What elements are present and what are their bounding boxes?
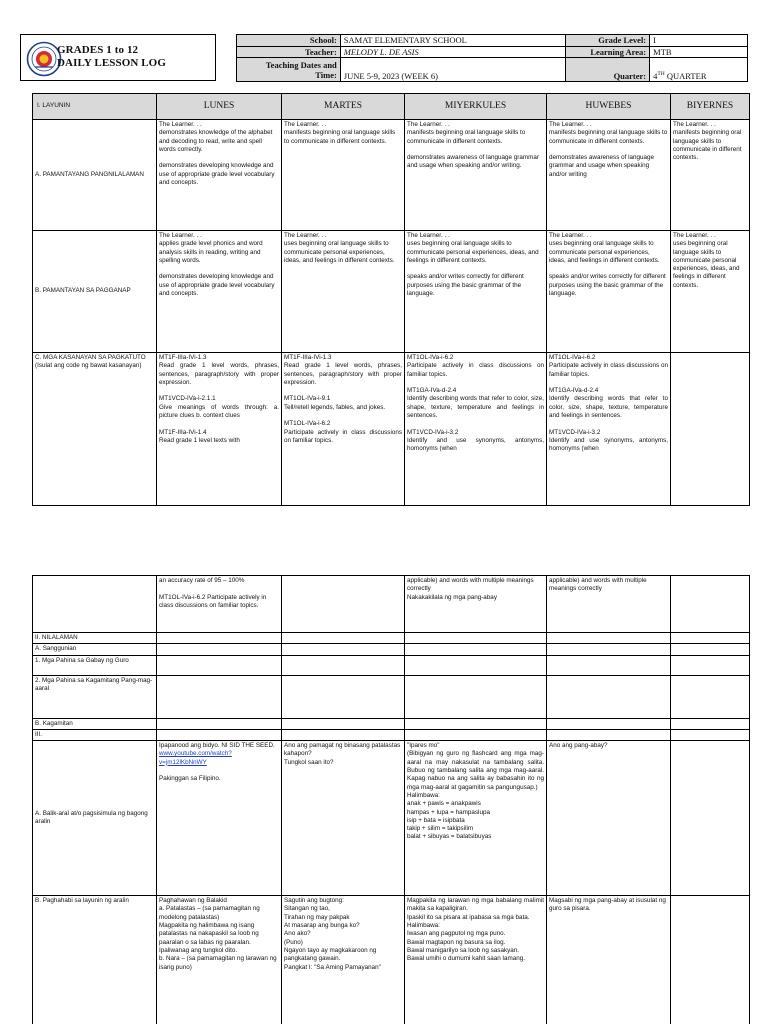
row-label: B. PAMANTAYAN SA PAGGANAP — [33, 231, 157, 353]
cell-martes: The Learner. . . uses beginning oral language skills to communicate personal experiences, ideas, and feelings in different contexts. — [282, 231, 405, 353]
dates-label — [237, 58, 341, 81]
row-label: III. — [33, 729, 157, 740]
teacher-value: MELODY L. DE ASIS — [340, 46, 565, 58]
area-label: Learning Area: — [566, 46, 650, 58]
cell-empty — [405, 675, 547, 718]
row-iii — [33, 729, 750, 740]
cell-empty — [157, 718, 282, 729]
cell-empty — [671, 633, 750, 644]
col-header-huwebes: HUWEBES — [547, 94, 671, 120]
row-pamantayang-pangnilalaman — [33, 120, 750, 231]
balik-lunes-text: Ipapanood ang bidyo. NI SID THE SEED. — [159, 742, 275, 750]
row-label: A. PAMANTAYANG PANGNILALAMAN — [33, 120, 157, 231]
quarter-label: Quarter: — [566, 58, 650, 81]
balik-lunes-note: Pakinggan sa Filipino. — [159, 775, 221, 783]
cell-empty — [282, 655, 405, 675]
logo-line-grades: GRADES 1 to 12 — [57, 44, 139, 56]
cell-empty — [282, 644, 405, 655]
area-value: MTB — [650, 46, 748, 58]
cell-lunes: Paghahawan ng Balakid a. Patalastas – (sa pamamagitan ng modelong patalastas) Magpakita ng halimbawa ng isang patalastas na nakapaskil sa loob ng paaralan o sa labas ng paaralan. Ipaliwanag ang tungkol dito. b. Nara – (sa pamamagitan ng larawan ng isang puno) — [157, 896, 282, 1024]
school-value: SAMAT ELEMENTARY SCHOOL — [340, 35, 565, 47]
quarter-word: QUARTER — [664, 70, 707, 81]
row-label: 2. Mga Pahina sa Kagamitang Pang-mag-aaral — [33, 675, 157, 718]
cell-empty — [157, 729, 282, 740]
cell-huwebes: Ano ang pang-abay? — [547, 741, 671, 896]
grade-value: I — [650, 35, 748, 47]
row-gabay-ng-guro — [33, 655, 750, 675]
deped-logo-box — [20, 34, 216, 81]
row-label: II. NILALAMAN — [33, 633, 157, 644]
row-label: B. Kagamitan — [33, 718, 157, 729]
row-nilalaman — [33, 633, 750, 644]
row-paghahabi — [33, 896, 750, 1024]
grade-label: Grade Level: — [566, 35, 650, 47]
row-label-empty — [33, 576, 157, 633]
cell-biyernes — [671, 353, 750, 506]
cell-biyernes — [671, 896, 750, 1024]
cell-miyerkules: The Learner. . . uses beginning oral language skills to communicate personal experiences, ideas, and feelings in different contexts. speaks and/or writes correctly for different purposes using the basic grammar of the language. — [405, 231, 547, 353]
cell-empty — [671, 718, 750, 729]
cell-lunes: an accuracy rate of 95 – 100% MT1OL-IVa-i-6.2 Participate actively in class discussions on familiar topics. — [157, 576, 282, 633]
cell-miyerkules: The Learner. . . manifests beginning oral language skills to communicate in different contexts. demonstrates awareness of language grammar and usage when speaking and/or writing. — [405, 120, 547, 231]
lesson-table-part2 — [32, 575, 750, 1024]
cell-empty — [671, 729, 750, 740]
cell-empty — [405, 729, 547, 740]
row-pamantayan-sa-pagganap — [33, 231, 750, 353]
cell-huwebes: applicable) and words with multiple meanings correctly — [547, 576, 671, 633]
col-header-martes: MARTES — [282, 94, 405, 120]
cell-lunes — [157, 741, 282, 896]
cell-lunes: MT1F-IIIa-IVi-1.3 Read grade 1 level words, phrases, sentences, paragraph/story with proper expression. MT1VCD-IVa-i-2.1.1 Give meanings of words through: a. picture clues b. context clues MT1F-IIIa-IVi-1.4 Read grade 1 level texts with — [157, 353, 282, 506]
cell-empty — [157, 633, 282, 644]
school-info-table — [236, 34, 748, 82]
cell-miyerkules: applicable) and words with multiple meanings correctly Nakakakilala ng mga pang-abay — [405, 576, 547, 633]
row-mga-kasanayan — [33, 353, 750, 506]
row-label: 1. Mga Pahina sa Gabay ng Guro — [33, 655, 157, 675]
cell-empty — [282, 718, 405, 729]
cell-huwebes: The Learner. . . manifests beginning oral language skills to communicate in different contexts. demonstrates awareness of language grammar and usage when speaking and/or writing — [547, 120, 671, 231]
cell-empty — [405, 644, 547, 655]
quarter-suffix: TH — [657, 70, 665, 77]
cell-huwebes: MT1OL-IVa-i-6.2 Participate actively in class discussions on familiar topics. MT1GA-IVa-d-2.4 Identify describing words that refer to color, size, shape, texture, temperature and feelings in sentences. MT1VCD-IVa-i-3.2 Identify and use synonyms, antonyms, homonyms (when — [547, 353, 671, 506]
cell-huwebes: Magsabi ng mga pang-abay at isusulat ng guro sa pisara. — [547, 896, 671, 1024]
row-label: C. MGA KASANAYAN SA PAGKATUTO (Isulat ang code ng bawat kasanayan) — [33, 353, 157, 506]
cell-empty — [671, 655, 750, 675]
row-sanggunian — [33, 644, 750, 655]
cell-miyerkules: Magpakita ng larawan ng mga babalang malimit makita sa kapaligiran. Ipaskil ito sa pisara at ipabasa sa mga bata. Halimbawa: Iwasan ang pagputol ng mga puno. Bawal magtapon ng basura sa ilog. Bawal manigarilyo sa loob ng sasakyan. Bawal umihi o dumumi kahit saan lamang. — [405, 896, 547, 1024]
cell-martes: The Learner. . . manifests beginning oral language skills to communicate in different contexts. — [282, 120, 405, 231]
cell-empty — [547, 729, 671, 740]
row-label: A. Sanggunian — [33, 644, 157, 655]
cell-huwebes: The Learner. . . uses beginning oral language skills to communicate personal experiences, ideas, and feelings in different contexts. speaks and/or writes correctly for different purposes using the basic grammar of the language. — [547, 231, 671, 353]
cell-biyernes: The Learner. . . uses beginning oral language skills to communicate personal experiences, ideas, and feelings in different contexts. — [671, 231, 750, 353]
school-label: School: — [237, 35, 341, 47]
row-kagamitan — [33, 718, 750, 729]
cell-biyernes — [671, 576, 750, 633]
quarter-number: 4 — [653, 70, 658, 81]
cell-empty — [547, 644, 671, 655]
cell-empty — [282, 675, 405, 718]
page-header — [20, 34, 748, 81]
cell-empty — [671, 675, 750, 718]
cell-empty — [547, 655, 671, 675]
cell-biyernes: The Learner. . . manifests beginning oral language skills to communicate in different contexts. — [671, 120, 750, 231]
cell-empty — [547, 675, 671, 718]
cell-empty — [157, 644, 282, 655]
logo-line-dll: DAILY LESSON LOG — [57, 57, 166, 69]
cell-empty — [282, 729, 405, 740]
row-kasanayan-continued — [33, 576, 750, 633]
dates-value: JUNE 5-9, 2023 (WEEK 6) — [340, 58, 565, 81]
cell-empty — [405, 718, 547, 729]
col-header-biyernes: BIYERNES — [671, 94, 750, 120]
cell-empty — [405, 633, 547, 644]
spacer — [159, 767, 279, 775]
cell-martes — [282, 576, 405, 633]
logo-title — [57, 44, 166, 70]
cell-martes: Ano ang pamagat ng binasang patalastas kahapon? Tungkol saan ito? — [282, 741, 405, 896]
cell-empty — [547, 718, 671, 729]
col-header-layunin: I. LAYUNIN — [33, 94, 157, 120]
row-balik-aral — [33, 741, 750, 896]
teacher-label: Teacher: — [237, 46, 341, 58]
cell-empty — [157, 655, 282, 675]
row-label: A. Balik-aral at/o pagsisimula ng bagong aralin — [33, 741, 157, 896]
cell-empty — [282, 633, 405, 644]
cell-martes: Sagutin ang bugtong: Sitangan ng tao, Tirahan ng may pakpak At masarap ang bunga ko? Ano ako? (Puno) Ngayon tayo ay magkakaroon ng pangkatang gawain. Pangkat I: "Sa Aming Pamayanan" — [282, 896, 405, 1024]
cell-empty — [157, 675, 282, 718]
quarter-value — [650, 58, 748, 81]
lesson-table-part1 — [32, 93, 750, 506]
cell-empty — [405, 655, 547, 675]
dates-label-line1: Teaching Dates and — [265, 59, 337, 70]
cell-miyerkules: "Ipares mo" (Bibigyan ng guro ng flashcard ang mga mag-aaral na may nakasulat na tambalang salita. Bubuo ng tambalang salita ang mga mag-aaral. Kapag nabuo na ang salita ay babasahin ito ng mga mag-aaral at gagamitin sa pangungusap.) Halimbawa: anak + pawis = anakpawis hampas + lupa = hampaslupa isip + bata = isipbata takip + silim = takipsilim balat + sibuyas = balatsibuyas — [405, 741, 547, 896]
col-header-miyerkules: MIYERKULES — [405, 94, 547, 120]
cell-empty — [671, 644, 750, 655]
cell-biyernes — [671, 741, 750, 896]
row-label: B. Paghahabi sa layunin ng aralin — [33, 896, 157, 1024]
row-kagamitang-pang-mag-aaral — [33, 675, 750, 718]
cell-lunes: The Learner. . . demonstrates knowledge of the alphabet and decoding to read, write and spell words correctly. demonstrates developing knowledge and use of appropriate grade level vocabulary and concepts. — [157, 120, 282, 231]
col-header-lunes: LUNES — [157, 94, 282, 120]
cell-lunes: The Learner. . . applies grade level phonics and word analysis skills in reading, writing and spelling words. demonstrates developing knowledge and use of appropriate grade level vocabulary and concepts. — [157, 231, 282, 353]
cell-empty — [547, 633, 671, 644]
cell-miyerkules: MT1OL-IVa-i-6.2 Participate actively in class discussions on familiar topics. MT1GA-IVa-d-2.4 Identify describing words that refer to color, size, shape, texture, temperature and feelings in sentences. MT1VCD-IVa-i-3.2 Identify and use synonyms, antonyms, homonyms (when — [405, 353, 547, 506]
cell-martes: MT1F-IIIa-IVi-1.3 Read grade 1 level words, phrases, sentences, paragraph/story with proper expression. MT1OL-IVa-i-9.1 Tell/retell legends, fables, and jokes. MT1OL-IVa-i-6.2 Participate actively in class discussions on familiar topics. — [282, 353, 405, 506]
dates-label-line2: Time: — [315, 69, 337, 80]
youtube-link[interactable]: www.youtube.com/watch?v=jm12lKbNnWY — [159, 750, 232, 766]
